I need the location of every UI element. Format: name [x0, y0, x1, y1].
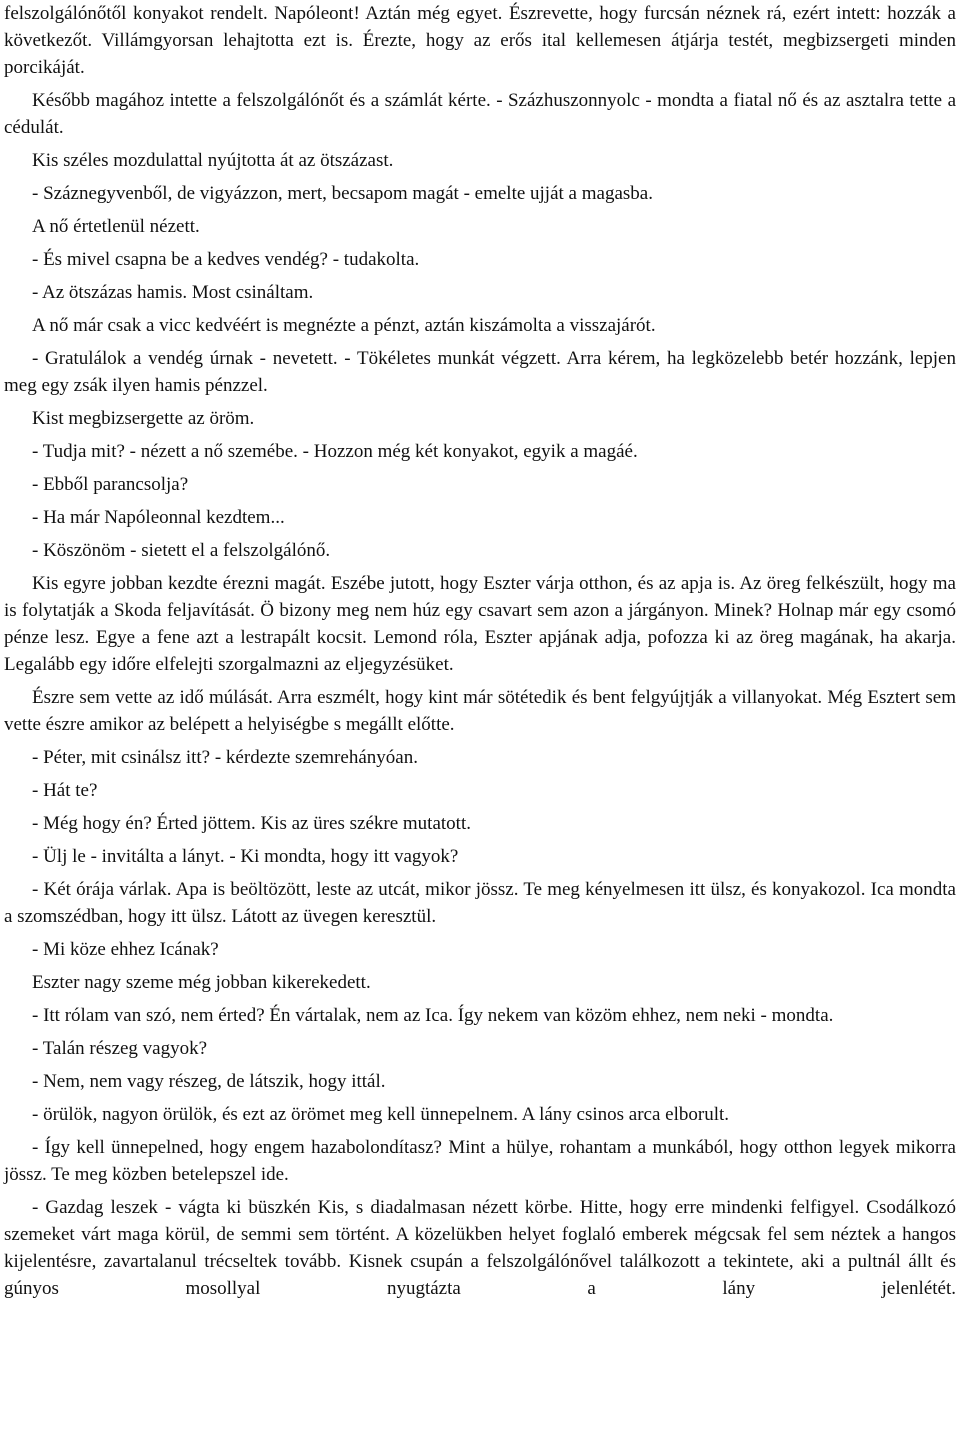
paragraph: - Mi köze ehhez Icának?: [32, 939, 219, 960]
paragraph: - örülök, nagyon örülök, és ezt az örömet meg kell ünnepelnem. A lány csinos arca elborult.: [32, 1104, 729, 1125]
paragraph: - Hát te?: [32, 780, 98, 801]
paragraph: - Ebből parancsolja?: [32, 474, 189, 495]
paragraph: - Nem, nem vagy részeg, de látszik, hogy ittál.: [32, 1071, 386, 1092]
paragraph: - Két órája várlak. Apa is beöltözött, leste az utcát, mikor jössz. Te meg kényelmesen itt ülsz, és konyakozol. Ica mondta a szomszédban, hogy itt ülsz. Látott az üvegen keresztül.: [4, 879, 956, 927]
paragraph: Kis széles mozdulattal nyújtotta át az ötszázast.: [32, 150, 394, 171]
paragraph: - Száznegyvenből, de vigyázzon, mert, becsapom magát - emelte ujját a magasba.: [32, 183, 653, 204]
paragraph: A nő már csak a vicc kedvéért is megnézte a pénzt, aztán kiszámolta a visszajárót.: [32, 315, 656, 336]
paragraph: - Ha már Napóleonnal kezdtem...: [32, 507, 285, 528]
paragraph: - Gazdag leszek - vágta ki büszkén Kis, s diadalmasan nézett körbe. Hitte, hogy erre mindenki felfigyel. Csodálkozó szemeket várt maga körül, de semmi sem történt. A közelükben helyet foglaló emberek mégcsak fel sem néztek a hangos kijelentésre, zavartalanul trécseltek tovább. Kisnek csupán a felszolgálónővel találkozott a tekintete, aki a pultnál állt és gúnyos mosollyal nyugtázta a lány jelenlétét.: [4, 1197, 956, 1299]
paragraph: Kis egyre jobban kezdte érezni magát. Eszébe jutott, hogy Eszter várja otthon, és az apja is. Az öreg felkészült, hogy ma is folytatják a Skoda feljavítását. Ö bizony meg nem húz egy csavart sem azon a járgányon. Minek? Holnap már egy csomó pénze lesz. Egye a fene azt a lestrapált kocsit. Lemond róla, Eszter apjának adja, pofozza ki az öreg magának, ha akarja. Legalább egy időre elfelejti szorgalmazni az eljegyzésüket.: [4, 573, 956, 675]
paragraph: - Tudja mit? - nézett a nő szemébe. - Hozzon még két konyakot, egyik a magáé.: [32, 441, 638, 462]
document-page: [4, 0, 956, 1308]
paragraph: - Így kell ünnepelned, hogy engem hazabolondítasz? Mint a hülye, rohantam a munkából, hogy otthon legyek mikorra jössz. Te meg közben betelepszel ide.: [4, 1137, 956, 1185]
paragraph: - Még hogy én? Érted jöttem. Kis az üres székre mutatott.: [32, 813, 471, 834]
paragraph: - Köszönöm - sietett el a felszolgálónő.: [32, 540, 331, 561]
paragraph: A nő értetlenül nézett.: [32, 216, 200, 237]
paragraph: Észre sem vette az idő múlását. Arra eszmélt, hogy kint már sötétedik és bent felgyújtják a villanyokat. Még Esztert sem vette észre amikor az belépett a helyiségbe s megállt előtte.: [4, 687, 956, 735]
paragraph: - Ülj le - invitálta a lányt. - Ki mondta, hogy itt vagyok?: [32, 846, 459, 867]
paragraph: - Péter, mit csinálsz itt? - kérdezte szemrehányóan.: [32, 747, 418, 768]
paragraph: - Gratulálok a vendég úrnak - nevetett. - Tökéletes munkát végzett. Arra kérem, ha legközelebb betér hozzánk, lepjen meg egy zsák ilyen hamis pénzzel.: [4, 348, 956, 396]
paragraph: - Itt rólam van szó, nem érted? Én vártalak, nem az Ica. Így nekem van közöm ehhez, nem neki - mondta.: [32, 1005, 834, 1026]
paragraph: - Az ötszázas hamis. Most csináltam.: [32, 282, 314, 303]
paragraph: Eszter nagy szeme még jobban kikerekedett.: [32, 972, 371, 993]
paragraph: - És mivel csapna be a kedves vendég? - tudakolta.: [32, 249, 420, 270]
paragraph: Később magához intette a felszolgálónőt és a számlát kérte. - Százhuszonnyolc - mondta a fiatal nő és az asztalra tette a cédulát.: [4, 90, 956, 138]
paragraph: Kist megbizsergette az öröm.: [32, 408, 255, 429]
paragraph: felszolgálónőtől konyakot rendelt. Napóleont! Aztán még egyet. Észrevette, hogy furcsán néznek rá, ezért intett: hozzák a következőt. Villámgyorsan lehajtotta ezt is. Érezte, hogy az erős ital kellemesen átjárja testét, megbizsergeti minden porcikáját.: [4, 3, 956, 78]
paragraph: - Talán részeg vagyok?: [32, 1038, 208, 1059]
